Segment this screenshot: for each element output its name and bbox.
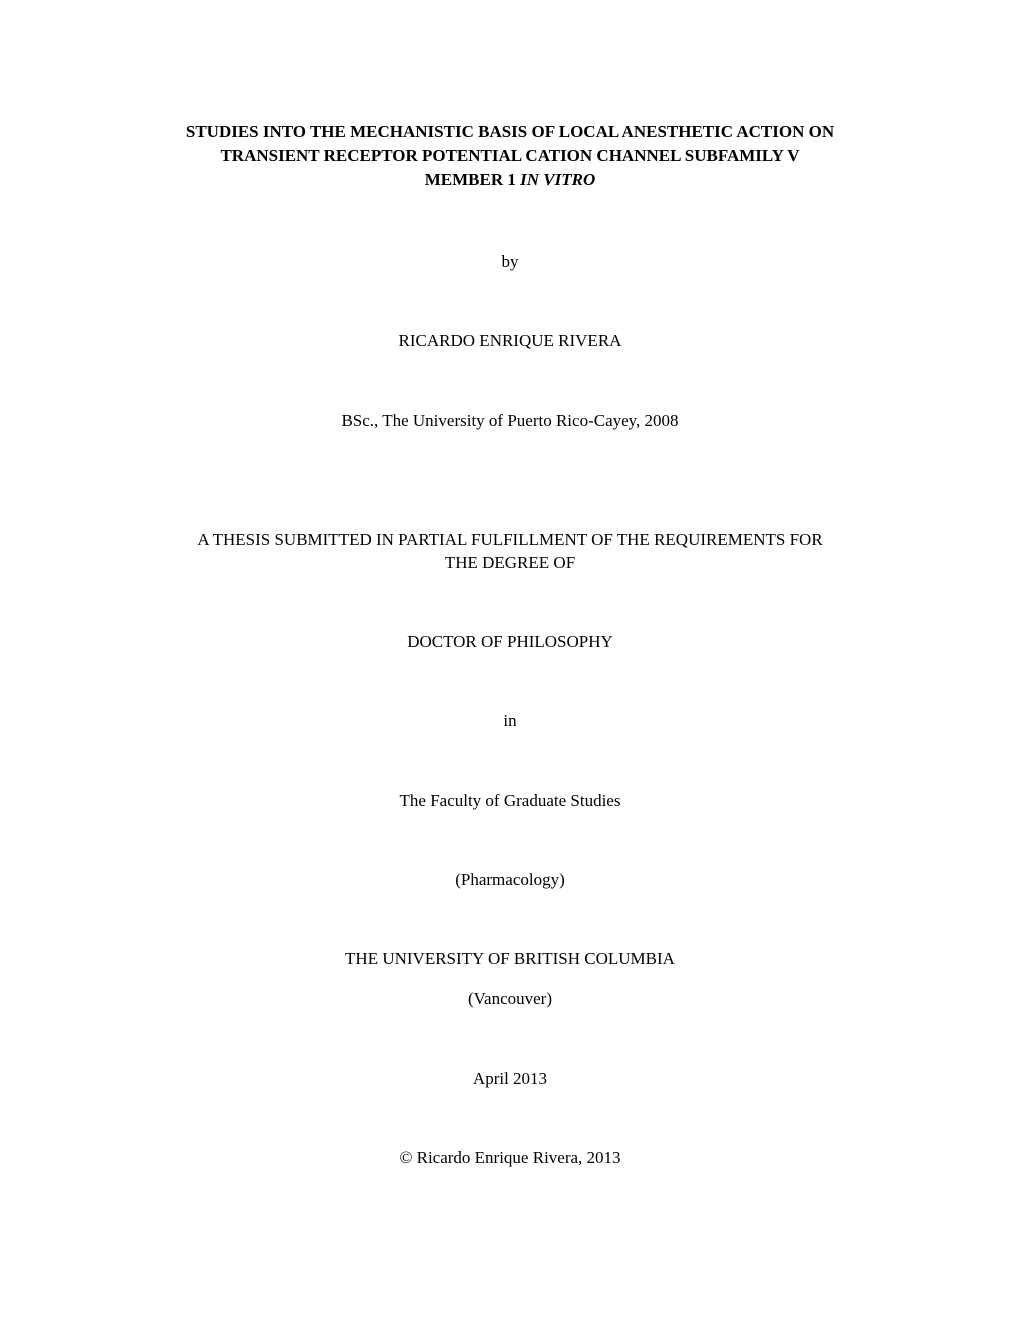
program-name: (Pharmacology): [455, 870, 565, 889]
thesis-title-line-1: STUDIES INTO THE MECHANISTIC BASIS OF LOCAL ANESTHETIC ACTION ON: [185, 122, 835, 141]
university-location: (Vancouver): [467, 989, 552, 1008]
submission-statement-line-2: THE DEGREE OF: [444, 553, 576, 572]
thesis-title-line-3: [0, 169, 1020, 191]
thesis-title-line-3-prefix: MEMBER 1: [424, 170, 521, 189]
thesis-title-italic: IN VITRO: [520, 170, 596, 189]
by-label: by: [501, 252, 519, 271]
university-name: THE UNIVERSITY OF BRITISH COLUMBIA: [345, 949, 675, 968]
copyright-notice: © Ricardo Enrique Rivera, 2013: [399, 1148, 621, 1167]
author-name: RICARDO ENRIQUE RIVERA: [398, 331, 622, 350]
submission-statement-line-1: A THESIS SUBMITTED IN PARTIAL FULFILLMENT OF THE REQUIREMENTS FOR: [197, 530, 823, 549]
in-label: in: [503, 711, 517, 730]
prior-degree: BSc., The University of Puerto Rico-Cayey, 2008: [341, 411, 679, 430]
thesis-title-line-2: TRANSIENT RECEPTOR POTENTIAL CATION CHANNEL SUBFAMILY V: [220, 146, 800, 165]
degree-name: DOCTOR OF PHILOSOPHY: [407, 632, 613, 651]
submission-date: April 2013: [472, 1069, 548, 1088]
faculty-name: The Faculty of Graduate Studies: [399, 791, 621, 810]
